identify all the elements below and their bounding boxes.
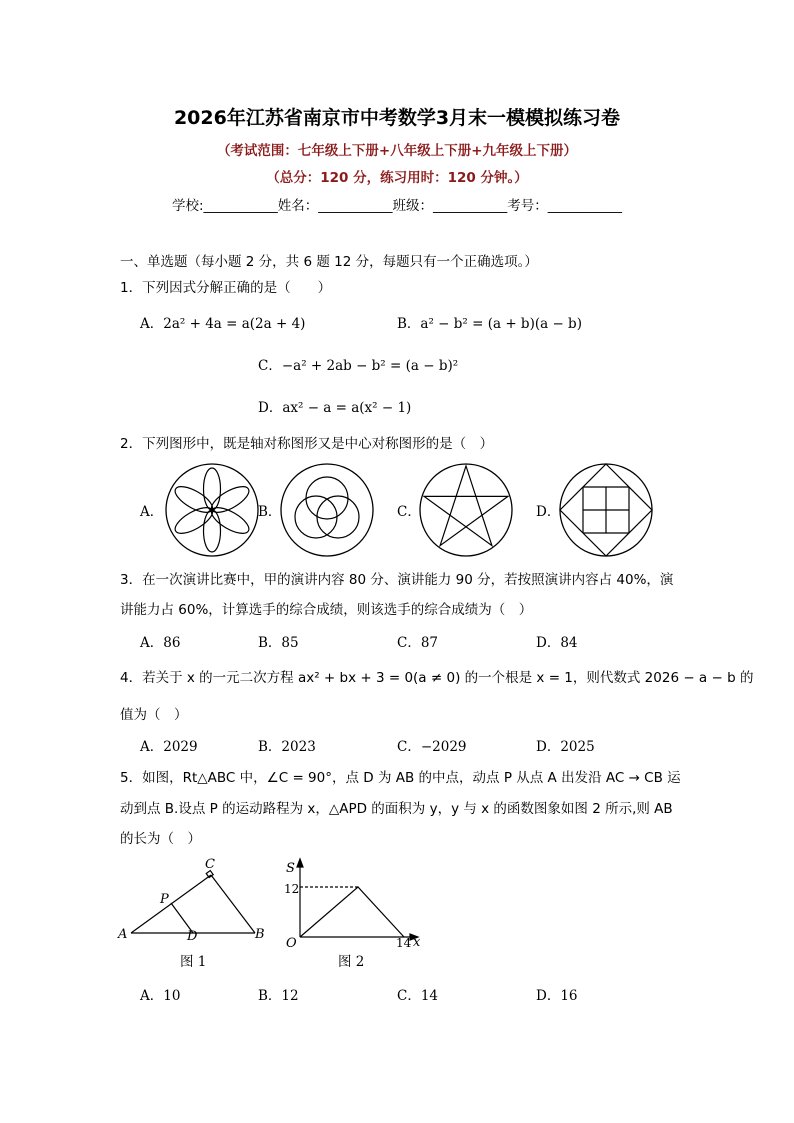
q1-option-d: D．ax² − a = a(x² − 1): [258, 400, 412, 416]
q2-option-a-label: A．: [140, 504, 164, 520]
q5-figure1-caption: 图 1: [180, 954, 207, 970]
fig1-label-a: A: [118, 927, 128, 940]
score-suffix: 分钟。）: [480, 170, 528, 186]
q1-option-a: A．2a² + 4a = a(2a + 4): [140, 316, 306, 332]
q2-figure-c-star: [418, 462, 514, 558]
section-heading: 一、单选题（每小题 2 分，共 6 题 12 分，每题只有一个正确选项。）: [120, 254, 538, 270]
q2-option-b-label: B．: [258, 504, 282, 520]
fig2-tick-14: 14: [396, 936, 412, 950]
q5-stem-line3: 的长为（ ）: [120, 831, 201, 847]
q5-stem-line1: 5．如图，Rt△ABC 中，∠C = 90°，点 D 为 AB 的中点，动点 P 从点 A 出发沿 AC → CB 运: [120, 770, 681, 786]
q3-option-d: D．84: [536, 635, 578, 651]
q5-option-a: A．10: [140, 988, 181, 1004]
q5-stem-line2: 动到点 B.设点 P 的运动路程为 x，△APD 的面积为 y，y 与 x 的函数图象如图 2 所示,则 AB: [120, 801, 673, 817]
score-mid: 分，练习用时：: [353, 170, 448, 186]
q1-option-b: B．a² − b² = (a + b)(a − b): [397, 316, 582, 332]
fig2-axis-s: S: [286, 861, 295, 876]
q2-figure-b-three-circles: [279, 462, 375, 558]
q4-stem-line1: 4．若关于 x 的一元二次方程 ax² + bx + 3 = 0(a ≠ 0) 的一个根是 x = 1，则代数式 2026 − a − b 的: [120, 670, 754, 686]
q5-option-b: B．12: [258, 988, 299, 1004]
page-title: 2026年江苏省南京市中考数学3月末一模模拟练习卷: [173, 107, 621, 129]
q5-option-d: D．16: [536, 988, 578, 1004]
q2-figure-d-square-pattern: [558, 462, 654, 558]
q2-option-d-label: D．: [536, 504, 561, 520]
q4-option-c: C．−2029: [397, 739, 467, 755]
exam-scope: （考试范围：七年级上下册+八年级上下册+九年级上下册）: [216, 143, 578, 159]
q5-figure1-triangle: [115, 855, 275, 940]
fig1-label-p: P: [160, 892, 169, 907]
score-value: 120: [320, 170, 349, 186]
q3-stem-line1: 3．在一次演讲比赛中，甲的演讲内容 80 分、演讲能力 90 分，若按照演讲内容占 40%，演: [120, 572, 674, 588]
q4-option-b: B．2023: [258, 739, 316, 755]
q1-stem: 1．下列因式分解正确的是（ ）: [120, 280, 332, 296]
q1-option-c: C．−a² + 2ab − b² = (a − b)²: [258, 358, 459, 374]
q4-option-d: D．2025: [536, 739, 595, 755]
fig1-label-d: D: [187, 929, 198, 940]
q4-option-a: A．2029: [140, 739, 198, 755]
q3-stem-line2: 讲能力占 60%，计算选手的综合成绩，则该选手的综合成绩为（ ）: [120, 602, 533, 618]
q2-option-c-label: C．: [397, 504, 421, 520]
q5-option-c: C．14: [397, 988, 439, 1004]
q5-figure2-graph: [278, 855, 428, 950]
q3-option-b: B．85: [258, 635, 299, 651]
q2-stem: 2．下列图形中，既是轴对称图形又是中心对称图形的是（ ）: [120, 436, 494, 452]
q3-option-a: A．86: [140, 635, 181, 651]
q2-figure-a-flower: [164, 462, 260, 558]
student-info-line: 学校:___________姓名：___________班级：___________考号：___________: [171, 198, 623, 214]
fig2-axis-x: x: [413, 935, 421, 950]
exam-score-time: [0, 166, 794, 186]
q4-stem-line2: 值为（ ）: [120, 707, 188, 723]
fig2-tick-12: 12: [284, 882, 300, 896]
time-value: 120: [447, 170, 476, 186]
score-prefix: （总分：: [266, 170, 321, 186]
q3-option-c: C．87: [397, 635, 439, 651]
fig1-label-c: C: [205, 857, 215, 872]
q5-figure2-caption: 图 2: [338, 954, 365, 970]
fig2-origin: O: [286, 936, 297, 950]
fig1-label-b: B: [255, 927, 265, 940]
